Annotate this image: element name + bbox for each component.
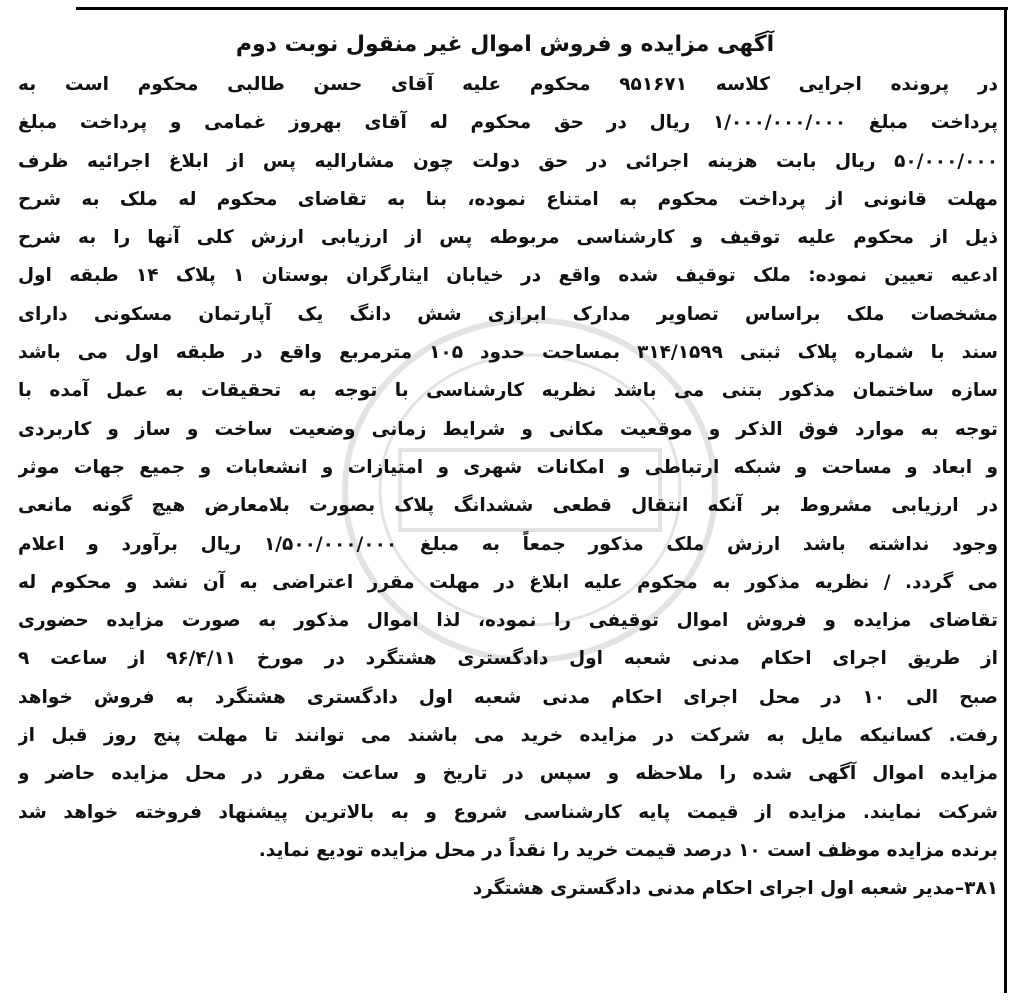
notice-body <box>18 66 998 909</box>
notice-line: صبح الی ۱۰ در محل اجرای احکام مدنی شعبه اول دادگستری هشتگرد به فروش خواهد <box>18 686 998 708</box>
notice-line: در پرونده اجرایی کلاسه ۹۵۱۶۷۱ محکوم علیه آقای حسن طالبی محکوم است به <box>18 74 998 95</box>
notice-title: آگهی مزایده و فروش اموال غیر منقول نوبت دوم <box>235 32 775 57</box>
notice-line: مزایده اموال آگهی شده را ملاحظه و سپس در تاریخ و ساعت مقرر در محل مزایده حاضر و <box>18 763 998 785</box>
notice-line: پرداخت مبلغ ۱/۰۰۰/۰۰۰/۰۰۰ ریال در حق محکوم له آقای بهروز غمامی و پرداخت مبلغ <box>18 112 998 134</box>
notice-line: در ارزیابی مشروط بر آنکه انتقال قطعی ششدانگ پلاک بصورت بلامعارض هیچ گونه مانعی <box>18 495 998 517</box>
notice-line: رفت. کسانیکه مایل به شرکت در مزایده خرید می باشند می توانند تا مهلت پنج روز قبل از <box>18 725 998 747</box>
notice-line: از طریق اجرای احکام مدنی شعبه اول دادگستری هشتگرد در مورخ ۹۶/۴/۱۱ از ساعت ۹ <box>18 648 998 670</box>
notice-line: توجه به موارد فوق الذکر و موقعیت مکانی و شرایط زمانی وضعیت ساخت و ساز و کاربردی <box>18 418 998 440</box>
notice-line: می گردد. / نظریه مذکور به محکوم علیه ابلاغ در مهلت مقرر اعتراضی به آن نشد و محکوم له <box>18 571 998 593</box>
notice-line: شرکت نمایند. مزایده از قیمت پایه کارشناسی شروع و به بالاترین پیشنهاد فروخته خواهد شد <box>18 801 998 823</box>
top-border-line <box>76 7 1008 10</box>
notice-line: مشخصات ملک براساس تصاویر مدارک ابرازی شش دانگ یک آپارتمان مسکونی دارای <box>18 303 998 325</box>
notice-signature: ۳۸۱–مدیر شعبه اول اجرای احکام مدنی دادگستری هشتگرد <box>472 878 998 900</box>
right-border-line <box>1004 7 1007 993</box>
notice-line: ۵۰/۰۰۰/۰۰۰ ریال بابت هزینه اجرائی در حق دولت چون مشارالیه پس از ابلاغ اجرائیه ظرف <box>18 150 998 172</box>
notice-line: سازه ساختمان مذکور بتنی می باشد نظریه کارشناسی با توجه به تحقیقات به عمل آمده با <box>18 380 998 402</box>
notice-line: مهلت قانونی از پرداخت محکوم به امتناع نموده، بنا به تقاضای محکوم له ملک به شرح <box>18 188 998 210</box>
notice-line: و ابعاد و مساحت و شبکه ارتباطی و امکانات شهری و امتیازات و انشعابات و جمیع جهات موثر <box>18 456 998 478</box>
notice-line: ذیل از محکوم علیه توقیف و کارشناسی مربوطه پس از ارزیابی ارزش کلی آنها را به شرح <box>18 227 998 249</box>
notice-line: ادعیه تعیین نموده: ملک توقیف شده واقع در خیابان ایثارگران بوستان ۱ پلاک ۱۴ طبقه اول <box>18 265 998 287</box>
notice-line: تقاضای مزایده و فروش اموال توقیفی را نموده، لذا اموال مذکور به صورت مزایده حضوری <box>18 610 998 632</box>
notice-line: سند با شماره پلاک ثبتی ۳۱۴/۱۵۹۹ بمساحت حدود ۱۰۵ مترمربع واقع در طبقه اول می باشد <box>18 342 998 364</box>
notice-line: وجود نداشته باشد ارزش ملک مذکور جمعاً به مبلغ ۱/۵۰۰/۰۰۰/۰۰۰ ریال برآورد و اعلام <box>18 533 998 555</box>
notice-line: برنده مزایده موظف است ۱۰ درصد قیمت خرید را نقداً در محل مزایده تودیع نماید. <box>258 839 998 861</box>
